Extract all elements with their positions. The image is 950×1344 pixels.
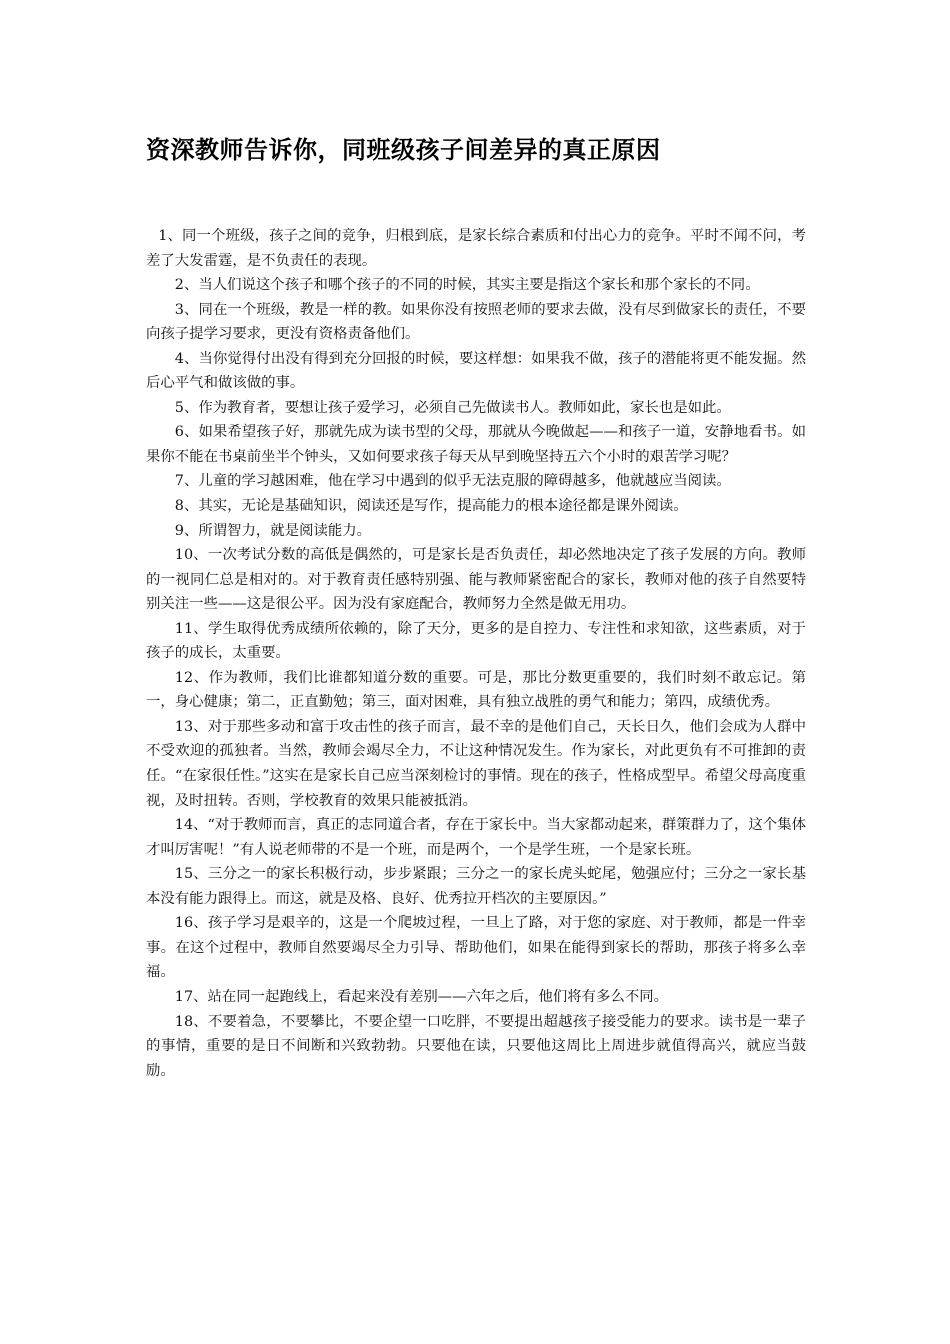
paragraph-12: 12、作为教师，我们比谁都知道分数的重要。可是，那比分数更重要的，我们时刻不敢忘记。第一，身心健康；第二，正直勤勉；第三，面对困难，具有独立战胜的勇气和能力；第四，成绩优秀。: [146, 669, 806, 711]
paragraph-17: 17、站在同一起跑线上，看起来没有差别——六年之后，他们将有多么不同。: [174, 988, 669, 1005]
paragraph-6: 6、如果希望孩子好，那就先成为读书型的父母，那就从今晚做起——和孩子一道，安静地看书。如果你不能在书桌前坐半个钟头，又如何要求孩子每天从早到晚坚持五六个小时的艰苦学习呢？: [146, 424, 806, 465]
paragraph-8: 8、其实，无论是基础知识，阅读还是写作，提高能力的根本途径都是课外阅读。: [174, 498, 688, 515]
paragraph-3: 3、同在一个班级，教是一样的教。如果你没有按照老师的要求去做，没有尽到做家长的责任，不要向孩子提学习要求，更没有资格责备他们。: [146, 301, 806, 343]
document-body: [146, 224, 806, 1083]
paragraph-15: 15、三分之一的家长积极行动，步步紧跟；三分之一的家长虎头蛇尾，勉强应付；三分之一家长基本没有能力跟得上。而这，就是及格、良好、优秀拉开档次的主要原因。”: [146, 866, 806, 907]
paragraph-13: 13、对于那些多动和富于攻击性的孩子而言，最不幸的是他们自己，天长日久，他们会成为人群中不受欢迎的孤独者。当然，教师会竭尽全力，不让这种情况发生。作为家长，对此更负有不可推卸的责任。“在家很任性。”这实在是家长自己应当深刻检讨的事情。现在的孩子，性格成型早。希望父母高度重视，及时扭转。否则，学校教育的效果只能被抵消。: [146, 718, 806, 809]
paragraph-7: 7、儿童的学习越困难，他在学习中遇到的似乎无法克服的障碍越多，他就越应当阅读。: [174, 473, 731, 490]
paragraph-18: 18、不要着急，不要攀比，不要企望一口吃胖，不要提出超越孩子接受能力的要求。读书是一辈子的事情，重要的是日不间断和兴致勃勃。只要他在读，只要他这周比上周进步就值得高兴，就应当鼓励。: [146, 1013, 806, 1079]
paragraph-10: 10、一次考试分数的高低是偶然的，可是家长是否负责任，却必然地决定了孩子发展的方向。教师的一视同仁总是相对的。对于教育责任感特别强、能与教师紧密配合的家长，教师对他的孩子自然要特别关注一些——这是很公平。因为没有家庭配合，教师努力全然是做无用功。: [146, 547, 806, 613]
paragraph-14: 14、“对于教师而言，真正的志同道合者，存在于家长中。当大家都动起来，群策群力了，这个集体才叫厉害呢！”有人说老师带的不是一个班，而是两个，一个是学生班，一个是家长班。: [146, 817, 806, 858]
paragraph-5: 5、作为教育者，要想让孩子爱学习，必须自己先做读书人。教师如此，家长也是如此。: [174, 399, 731, 416]
paragraph-9: 9、所谓智力，就是阅读能力。: [174, 522, 372, 539]
paragraph-11: 11、学生取得优秀成绩所依赖的，除了天分，更多的是自控力、专注性和求知欲，这些素质，对于孩子的成长，太重要。: [146, 620, 806, 662]
document-title: 资深教师告诉你，同班级孩子间差异的真正原因: [146, 136, 661, 164]
paragraph-2: 2、当人们说这个孩子和哪个孩子的不同的时候，其实主要是指这个家长和那个家长的不同。: [174, 277, 760, 294]
paragraph-16: 16、孩子学习是艰辛的，这是一个爬坡过程，一旦上了路，对于您的家庭、对于教师，都是一件幸事。在这个过程中，教师自然要竭尽全力引导、帮助他们，如果在能得到家长的帮助，那孩子将多么幸福。: [146, 915, 806, 981]
paragraph-4: 4、当你觉得付出没有得到充分回报的时候，要这样想：如果我不做，孩子的潜能将更不能发掘。然后心平气和做该做的事。: [146, 350, 806, 392]
paragraph-1: 1、同一个班级，孩子之间的竞争，归根到底，是家长综合素质和付出心力的竞争。平时不闻不问，考差了大发雷霆，是不负责任的表现。: [146, 228, 806, 269]
